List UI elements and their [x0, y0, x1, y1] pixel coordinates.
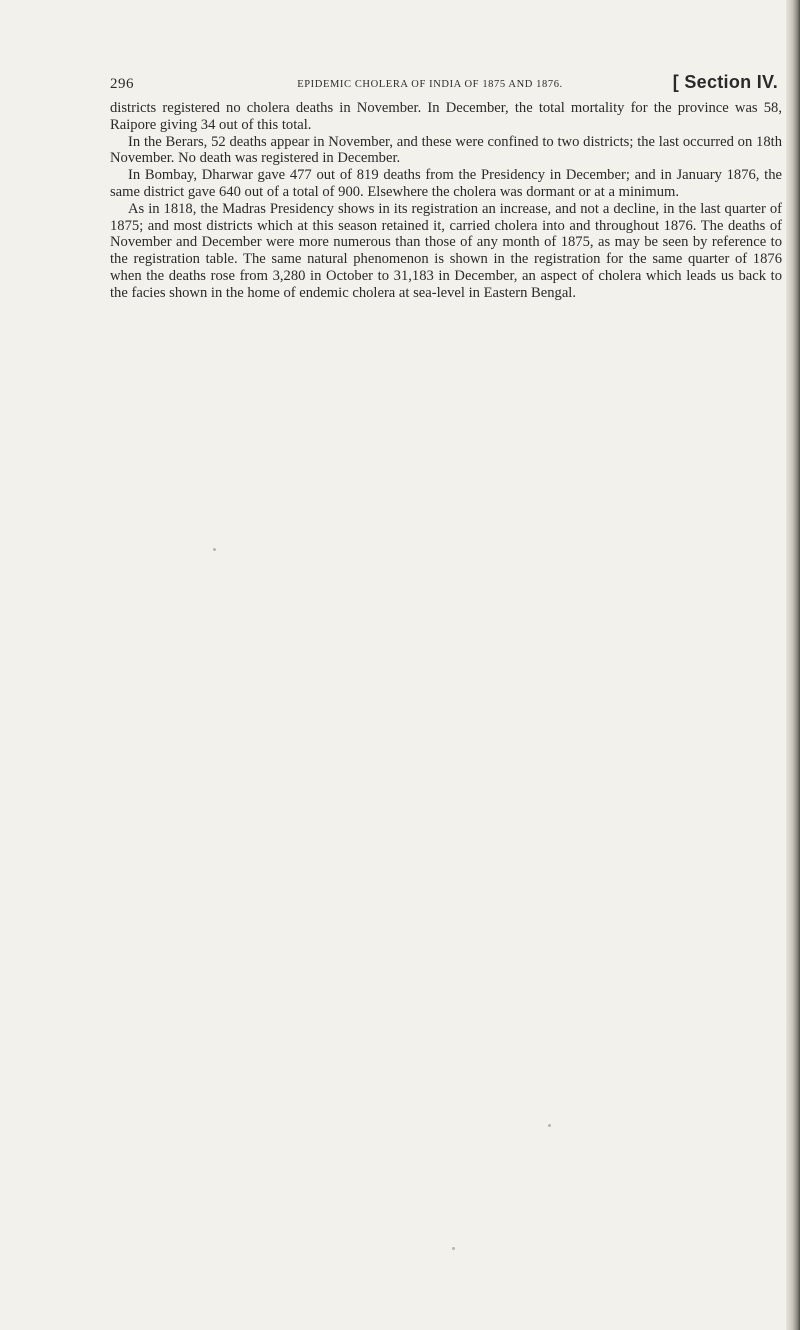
page-header	[110, 72, 790, 98]
page-edge-shadow	[786, 0, 800, 1330]
section-label: [ Section IV.	[672, 72, 778, 92]
paragraph-4: As in 1818, the Madras Presidency shows in its registration an increase, and not a decline, in the last quarter of 1875; and most districts which at this season retained it, carried cholera into and throughout 1876. The deaths of November and December were more numerous than those of any month of 1875, as may be seen by reference to the registration table. The same natural phenomenon is shown in the registration for the same quarter of 1876 when the deaths rose from 3,280 in October to 31,183 in December, an aspect of cholera which leads us back to the facies shown in the home of endemic cholera at sea-level in Eastern Bengal.	[110, 200, 782, 301]
paper-speck	[213, 548, 216, 551]
paper-speck	[452, 1247, 455, 1250]
paragraph-1: districts registered no cholera deaths in November. In December, the total mortality for the province was 58, Raipore giving 34 out of this total.	[110, 100, 782, 133]
body-text	[110, 100, 782, 302]
paragraph-3: In Bombay, Dharwar gave 477 out of 819 deaths from the Presidency in December; and in January 1876, the same district gave 640 out of a total of 900. Elsewhere the cholera was dormant or at a minimum.	[110, 167, 782, 200]
paper-speck	[548, 1124, 551, 1127]
paragraph-2: In the Berars, 52 deaths appear in November, and these were confined to two districts; the last occurred on 18th November. No death was registered in December.	[110, 133, 782, 167]
page-number: 296	[110, 76, 134, 92]
running-title: EPIDEMIC CHOLERA OF INDIA OF 1875 AND 1876.	[297, 79, 563, 90]
